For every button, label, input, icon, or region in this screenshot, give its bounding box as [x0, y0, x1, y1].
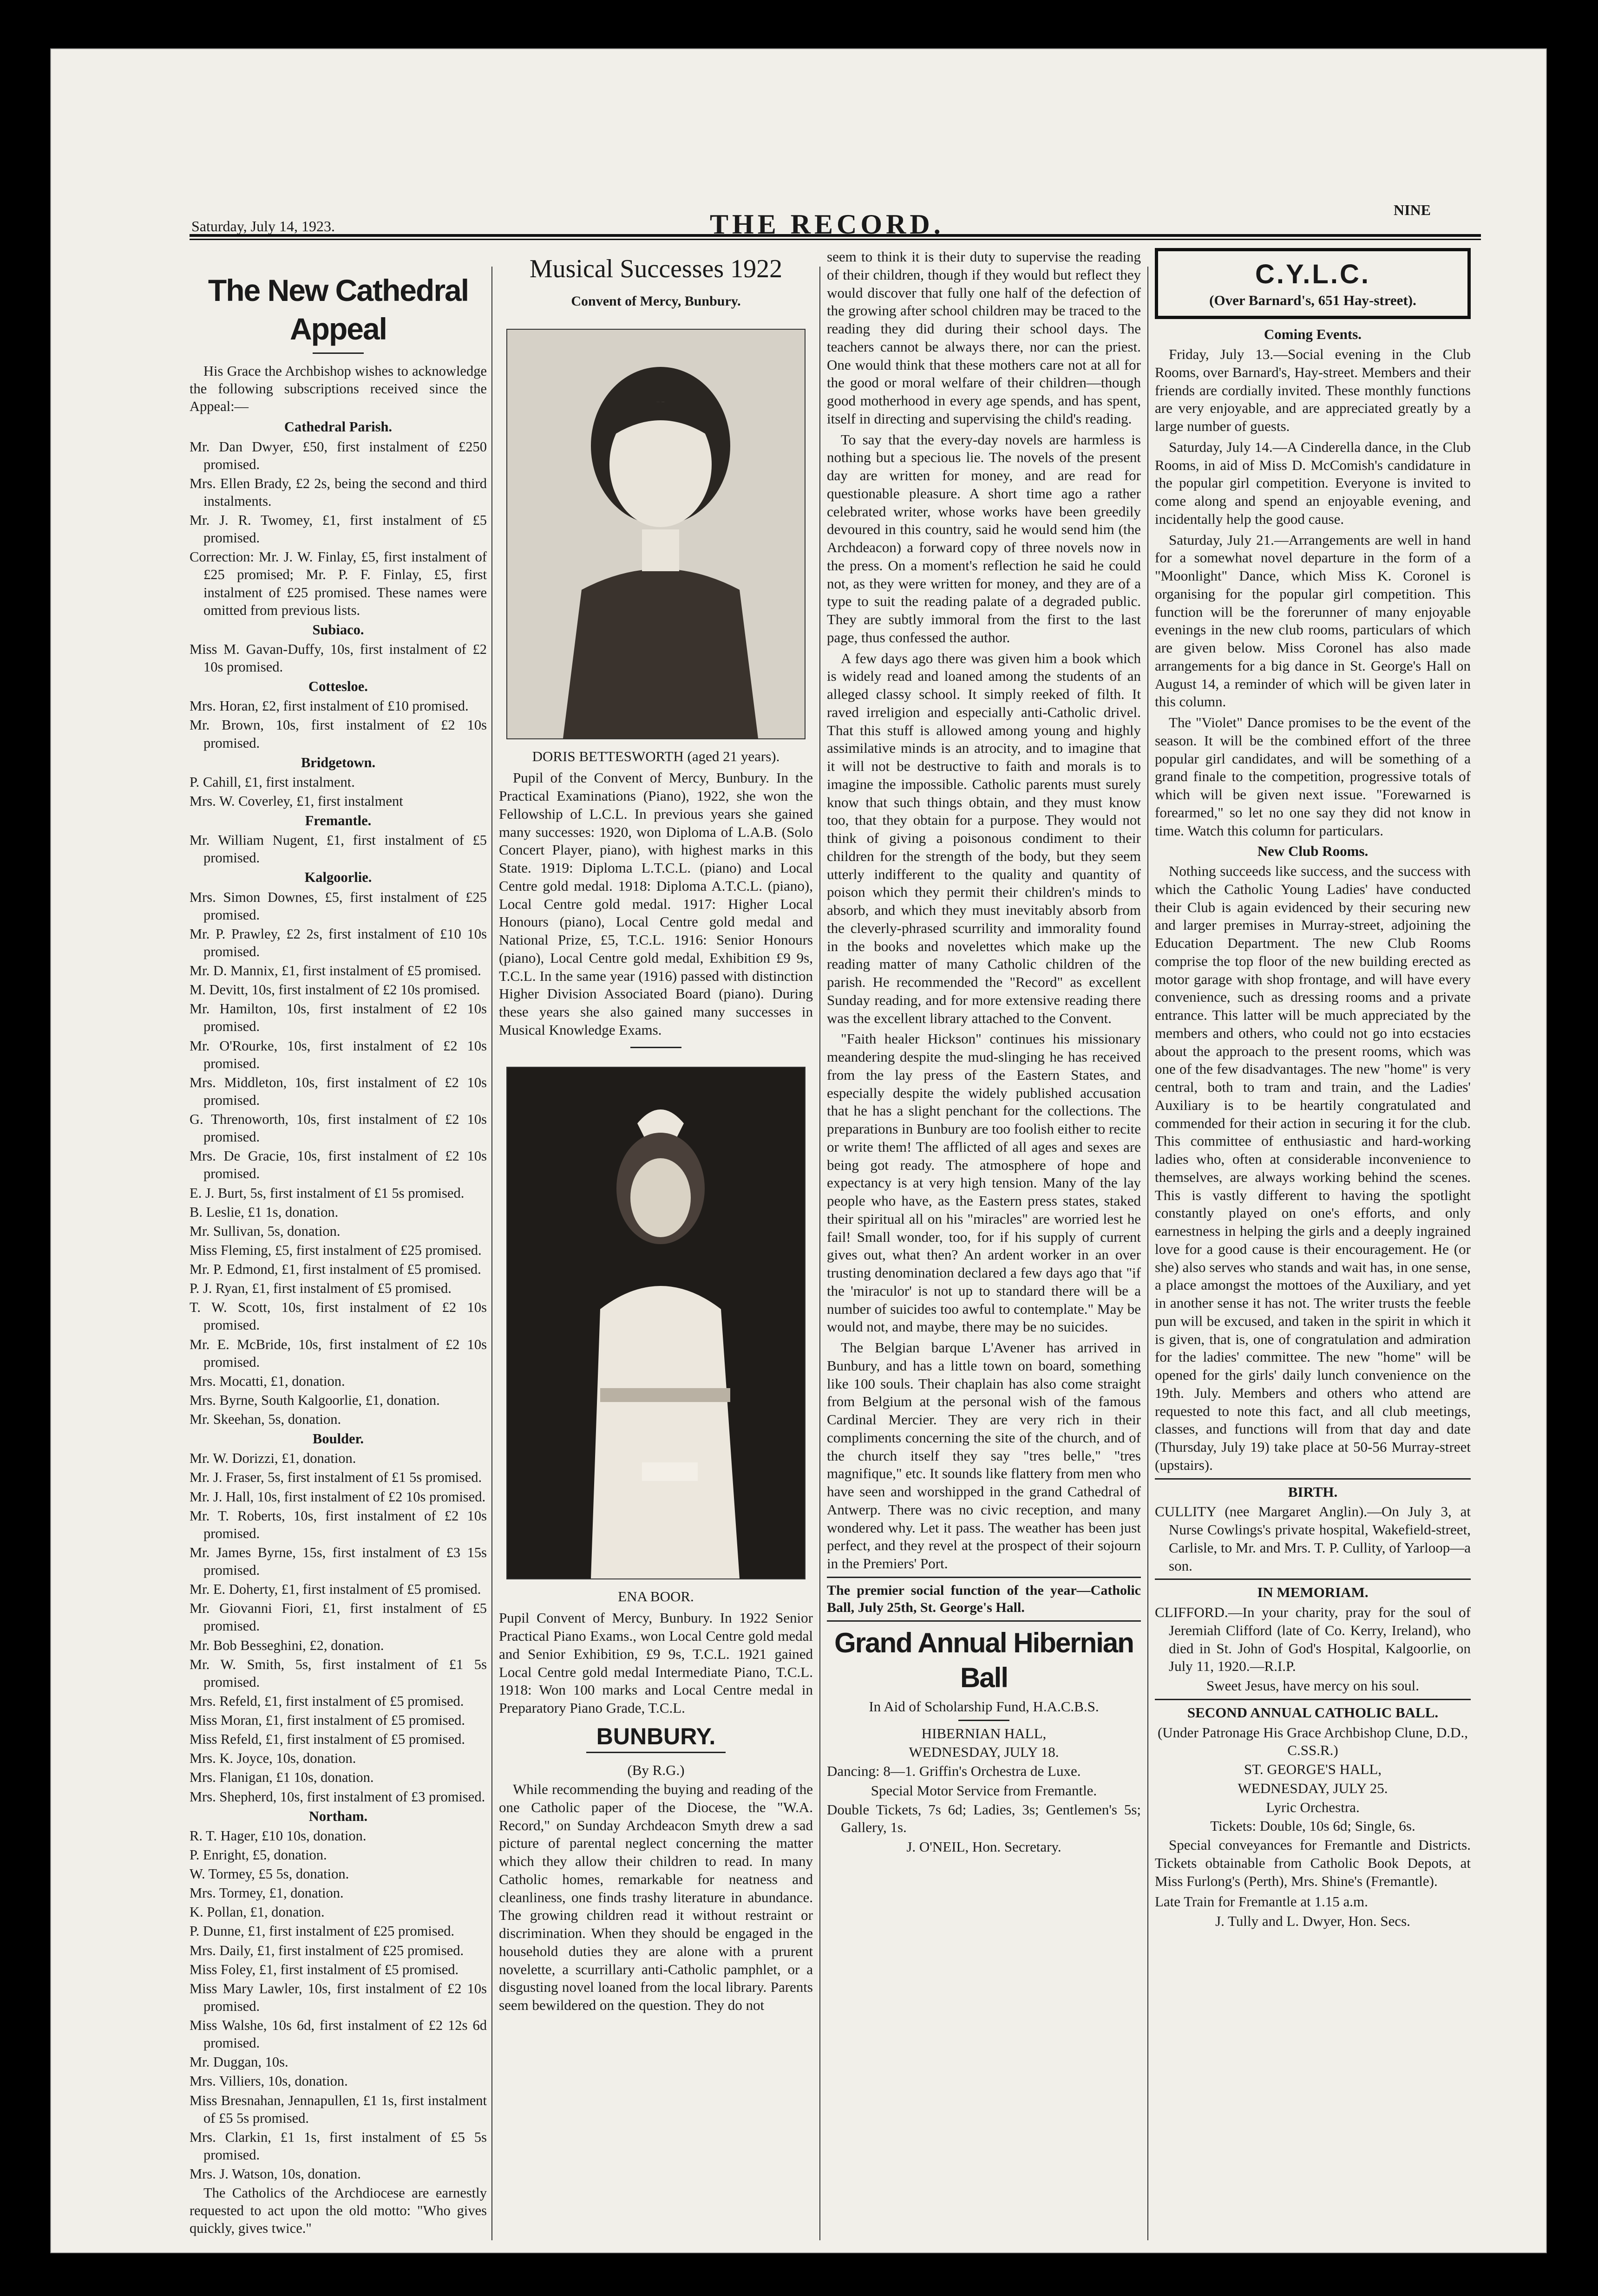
bunbury-text: While recommending the buying and reading of the one Catholic paper of the Diocese, the "W.A. Record," on Sunday Archdeacon Smyth drew a sad picture of parental neglect concerning the matter which they allow their children to read. In many Catholic homes, remarkable for neatness and cleanliness, one finds trashy literature in abundance. The growing children read it without restraint or discrimination. When they should be engaged in the household duties they are alone with a prurent novelette, a scurrillary anti-Catholic pamphlet, or a disgusting novel loaned from the local library. Parents seem bewildered on the question. They do not: [499, 1781, 813, 2013]
parish-heading: Bridgetown.: [301, 754, 376, 770]
parish-heading: Boulder.: [313, 1431, 364, 1447]
photo-ena-boor: [506, 1067, 806, 1579]
subscription-entry: Mr. T. Roberts, 10s, first instalment of £2 10s promised.: [190, 1507, 487, 1541]
subscription-entry: Mrs. Simon Downes, £5, first instalment of £25 promised.: [190, 889, 487, 923]
subscription-entry: Mr. W. Dorizzi, £1, donation.: [190, 1450, 356, 1467]
doris-text: Pupil of the Convent of Mercy, Bunbury. In the Practical Examinations (Piano), 1922, she won the Fellowship of L.C.L. In previous years she gained many successes: 1920, won Diploma of L.A.B. (Solo Concert Player, piano), with highest marks in this State. 1919: Diploma L.T.C.L. (piano) and Local Centre gold medal. 1918: Diploma A.T.C.L. (piano), Local Centre gold medal. 1917: Higher Local Honours (piano), Local Centre gold medal and National Prize, £5, T.C.L. 1916: Senior Honours (piano), Local Centre gold medal, Exhibition £9 9s, T.C.L. In the same year (1916) passed with distinction Higher Division Associated Board (piano). During these years she also gained many successes in Musical Knowledge Exams.: [499, 770, 813, 1038]
photo-doris-bettesworth: [506, 329, 806, 739]
newspaper-page: [50, 48, 1547, 2253]
hibernian-ball-tickets: Double Tickets, 7s 6d; Ladies, 3s; Gentlemen's 5s; Gallery, 1s.: [827, 1801, 1141, 1836]
cylc-column: [1155, 248, 1471, 2240]
parish-heading: Kalgoorlie.: [304, 869, 372, 886]
ena-text: Pupil Convent of Mercy, Bunbury. In 1922 Senior Practical Piano Exams., won Local Centre gold medal and Senior Exhibition, £9 9s, T.C.L. 1921 gained Local Centre gold medal Intermediate Piano, T.C.L. 1918: Won 100 marks and Local Centre medal in Preparatory Piano Grade, T.C.L.: [499, 1610, 813, 1716]
catholic-ball-notice: The premier social function of the year—Catholic Ball, July 25th, St. George's Hall.: [827, 1582, 1141, 1616]
hibernian-ball-venue: HIBERNIAN HALL,: [921, 1725, 1047, 1742]
subscription-entry: Mr. Sullivan, 5s, donation.: [190, 1223, 341, 1239]
hibernian-ball-secretary: J. O'NEIL, Hon. Secretary.: [906, 1839, 1061, 1855]
subscription-entry: Mrs. W. Coverley, £1, first instalment: [190, 793, 403, 809]
divider: [1155, 1578, 1471, 1580]
memoriam-notice: CLIFFORD.—In your charity, pray for the soul of Jeremiah Clifford (late of Co. Kerry, Ireland), who died in St. John of God's Hospital, Kalgoorlie, on July 11, 1920.—R.I.P.: [1155, 1604, 1471, 1675]
convent-subtitle: Convent of Mercy, Bunbury.: [571, 294, 741, 309]
subscription-entry: Mr. Bob Besseghini, £2, donation.: [190, 1637, 384, 1653]
column-rule: [819, 267, 820, 2240]
parish-heading: Cathedral Parish.: [284, 419, 393, 435]
hibernian-ball-title: Grand Annual Hibernian Ball: [834, 1627, 1133, 1693]
subscription-entry: Mr. Duggan, 10s.: [190, 2054, 288, 2070]
coming-events-text: [1155, 346, 1471, 840]
divider: [1155, 1478, 1471, 1480]
catholic-ball-conveyances: Special conveyances for Fremantle and Districts. Tickets obtainable from Catholic Book Depots, at Miss Furlong's (Perth), Mrs. Shine's (Fremantle).: [1155, 1837, 1471, 1889]
subscription-entry: G. Threnoworth, 10s, first instalment of £2 10s promised.: [190, 1111, 487, 1145]
cylc-address: (Over Barnard's, 651 Hay-street).: [1209, 292, 1416, 308]
subscription-entry: E. J. Burt, 5s, first instalment of £1 5s promised.: [190, 1185, 465, 1201]
event-paragraph: Saturday, July 14.—A Cinderella dance, in the Club Rooms, in aid of Miss D. McComish's candidature in the popular girl competition. Everyone is invited to come along and spend an enjoyable evening, and incidentally help the good cause.: [1155, 438, 1471, 527]
column-rule: [491, 267, 492, 2240]
coming-events-heading: Coming Events.: [1264, 326, 1362, 343]
parish-heading: Subiaco.: [312, 621, 364, 638]
catholic-ball-secretaries: J. Tully and L. Dwyer, Hon. Secs.: [1215, 1913, 1410, 1929]
subscription-entry: R. T. Hager, £10 10s, donation.: [190, 1827, 367, 1844]
musical-successes-title: Musical Successes 1922: [529, 254, 783, 283]
subscription-entry: Mrs. De Gracie, 10s, first instalment of £2 10s promised.: [190, 1148, 487, 1182]
subscription-entry: Mr. W. Smith, 5s, first instalment of £1 5s promised.: [190, 1656, 487, 1690]
bunbury-byline: (By R.G.): [627, 1762, 685, 1779]
cylc-header-box: [1155, 248, 1471, 319]
subscription-entry: Mr. J. R. Twomey, £1, first instalment of £5 promised.: [190, 512, 487, 546]
subscription-entry: T. W. Scott, 10s, first instalment of £2 10s promised.: [190, 1299, 487, 1333]
subscription-entry: Mrs. Mocatti, £1, donation.: [190, 1373, 345, 1389]
subscription-entry: Mrs. Horan, £2, first instalment of £10 promised.: [190, 698, 469, 714]
subscription-entry: Mr. J. Hall, 10s, first instalment of £2 10s promised.: [190, 1488, 486, 1505]
portrait-image: [507, 1068, 805, 1578]
memoriam-heading: IN MEMORIAM.: [1257, 1584, 1369, 1601]
subscription-entry: P. J. Ryan, £1, first instalment of £5 promised.: [190, 1280, 452, 1297]
catholic-ball-patron: (Under Patronage His Grace Archbishop Clune, D.D., C.SS.R.): [1157, 1724, 1468, 1759]
cathedral-appeal-title: The New Cathedral Appeal: [208, 273, 469, 346]
divider: [827, 1620, 1141, 1622]
subscription-list: [190, 418, 487, 2183]
masthead: THE RECORD.: [710, 209, 944, 240]
subscription-entry: Miss Refeld, £1, first instalment of £5 promised.: [190, 1731, 465, 1748]
subscription-entry: Mrs. Refeld, £1, first instalment of £5 promised.: [190, 1693, 464, 1709]
subscription-entry: Miss Mary Lawler, 10s, first instalment of £2 10s promised.: [190, 1980, 487, 2014]
doris-caption: DORIS BETTESWORTH (aged 21 years).: [532, 748, 780, 764]
page-number: NINE: [1394, 202, 1431, 218]
subscription-entry: Mr. P. Edmond, £1, first instalment of £5 promised.: [190, 1261, 481, 1277]
subscription-entry: Mr. Hamilton, 10s, first instalment of £2 10s promised.: [190, 1001, 487, 1035]
subscription-entry: W. Tormey, £5 5s, donation.: [190, 1866, 349, 1882]
event-paragraph: The "Violet" Dance promises to be the event of the season. It will be the combined effort of the three popular girl candidates, and will be something of a grand finale to the competition, progressive totals of which will be given next issue. "Forewarned is forearmed," so let no one say they did not know in time. Watch this column for particulars.: [1155, 714, 1471, 839]
subscription-entry: Mr. William Nugent, £1, first instalment of £5 promised.: [190, 832, 487, 866]
subscription-entry: Mrs. Shepherd, 10s, first instalment of £3 promised.: [190, 1788, 485, 1805]
subscription-entry: Miss Fleming, £5, first instalment of £25 promised.: [190, 1242, 482, 1258]
subscription-entry: P. Dunne, £1, first instalment of £25 promised.: [190, 1923, 455, 1939]
title-rule: [313, 352, 364, 354]
article-paragraph: seem to think it is their duty to supervise the reading of their children, though if they would but reflect they would discover that fully one half of the defection of the growing after school children may be traced to the reading they did during their school days. The teachers cannot be always there, nor can the priest. One would think that these mothers care not at all for the good or moral welfare of their children—though good motherhood in every age spends, and has spent, itself in directing and supervising the child's reading.: [827, 248, 1141, 427]
column-rule: [1147, 267, 1148, 2240]
appeal-intro: His Grace the Archbishop wishes to acknowledge the following subscriptions received since the Appeal:—: [190, 363, 487, 415]
catholic-ball-venue: ST. GEORGE'S HALL,: [1244, 1761, 1382, 1777]
subscription-entry: Mr. Skeehan, 5s, donation.: [190, 1411, 341, 1427]
header-rule: [190, 234, 1481, 240]
birth-heading: BIRTH.: [1288, 1483, 1338, 1500]
subscription-entry: Mr. J. Fraser, 5s, first instalment of £1 5s promised.: [190, 1469, 482, 1486]
subscription-entry: Mrs. K. Joyce, 10s, donation.: [190, 1750, 356, 1767]
subscription-entry: Mr. Giovanni Fiori, £1, first instalment of £5 promised.: [190, 1600, 487, 1634]
bunbury-continued-text: [827, 248, 1141, 1573]
subscription-entry: M. Devitt, 10s, first instalment of £2 10s promised.: [190, 982, 480, 998]
subscription-entry: Mr. Brown, 10s, first instalment of £2 10s promised.: [190, 717, 487, 751]
memoriam-verse: Sweet Jesus, have mercy on his soul.: [1206, 1677, 1420, 1694]
hibernian-ball-date: WEDNESDAY, JULY 18.: [909, 1744, 1059, 1761]
article-paragraph: "Faith healer Hickson" continues his missionary meandering despite the mud-slinging he has received from the lay press of the Eastern States, and especially despite the widely published accusation that he has a slight penchant for the collections. The preparations in Bunbury are too foolish either to recite or write them! The afflicted of all ages and sexes are being got ready. The atmosphere of hope and expectancy is at very high tension. Many of the lay people who have, as the Eastern press states, staked their spiritual all on his "miracles" are worried lest he fail! Small wonder, too, for if his supply of current gives out, what then? An ardent worker in an over trusting denomination declared a few days ago that "if the 'miraculor' is not up to standard there will be a number of suicides too awful to contemplate." May be would not, and maybe, there may be no suicides.: [827, 1031, 1141, 1335]
subscription-entry: Mrs. Daily, £1, first instalment of £25 promised.: [190, 1942, 464, 1958]
subscription-entry: Mrs. Ellen Brady, £2 2s, being the second and third instalments.: [190, 475, 487, 509]
subscription-entry: Mrs. Clarkin, £1 1s, first instalment of £5 5s promised.: [190, 2129, 487, 2163]
cylc-title: C.Y.L.C.: [1255, 259, 1370, 289]
subscription-entry: K. Pollan, £1, donation.: [190, 1904, 325, 1920]
catholic-ball-train: Late Train for Fremantle at 1.15 a.m.: [1155, 1893, 1368, 1910]
new-club-rooms-text: Nothing succeeds like success, and the success with which the Catholic Young Ladies' have conducted their Club is again evidenced by their securing new and larger premises in Murray-street, adjoining the Education Department. The new Club Rooms comprise the top floor of the new building erected as motor garage with shop frontage, and will have every convenience, such as dressing rooms and a private entrance. This latter will be much appreciated by the members and others, who could not go into ecstacies about the approach to the present rooms, which was one of the few disadvantages. The new "home" is very central, both to tram and train, and the Ladies' Auxiliary is to be heartily congratulated and commended for their action in securing it for the club. This committee of enthusiastic and hard-working ladies who, often at considerable inconvenience to themselves, are always working behind the scenes. This is vastly different to having the spotlight constantly played on one's efforts, and only earnestness in helping the girls and a deeply ingrained love for a good cause is their encouragement. He (or she) also serves who stands and wait has, in one sense, a place amongst the mottoes of the Auxiliary, and yet in another sense it has not. The writer trusts the feeble pun will be excused, and taken in the spirit in which it is given, that is, one of congratulation and admiration for the ladies' committee. The new "home" will be opened for the girls' daily lunch convenience on the 19th. July. Members and others who attend are requested to note this fact, and all club meetings, classes, and functions will from that day and date (Thursday, July 19) take place at 50-56 Murray-street (upstairs).: [1155, 863, 1471, 1473]
subscription-entry: Miss Bresnahan, Jennapullen, £1 1s, first instalment of £5 5s promised.: [190, 2092, 487, 2126]
parish-heading: Cottesloe.: [308, 678, 368, 695]
subscription-entry: Mrs. Flanigan, £1 10s, donation.: [190, 1769, 374, 1786]
catholic-ball-orchestra: Lyric Orchestra.: [1266, 1799, 1360, 1815]
divider: [630, 1047, 681, 1048]
portrait-image: [507, 330, 805, 738]
catholic-ball-tickets: Tickets: Double, 10s 6d; Single, 6s.: [1210, 1818, 1415, 1834]
bunbury-continued-column: [827, 248, 1141, 2240]
parish-heading: Fremantle.: [305, 813, 372, 828]
subscription-entry: Mr. D. Mannix, £1, first instalment of £5 promised.: [190, 963, 481, 978]
subscription-entry: Mrs. Byrne, South Kalgoorlie, £1, donation.: [190, 1392, 440, 1408]
subscription-entry: B. Leslie, £1 1s, donation.: [190, 1204, 339, 1220]
event-paragraph: Friday, July 13.—Social evening in the Club Rooms, over Barnard's, Hay-street. Members and their friends are cordially invited. These monthly functions are very enjoyable, and are appreciated greatly by a large number of guests.: [1155, 346, 1471, 434]
divider: [1155, 1699, 1471, 1700]
subscription-entry: Miss M. Gavan-Duffy, 10s, first instalment of £2 10s promised.: [190, 641, 487, 675]
bunbury-title: BUNBURY.: [596, 1723, 716, 1749]
event-paragraph: Saturday, July 21.—Arrangements are well in hand for a somewhat novel departure in the form of a "Moonlight" Dance, which Miss K. Coronel is organising for the popular girl competition. This function will be the forerunner of many enjoyable evenings in the new club rooms, particulars of which are given below. Miss Coronel has also made arrangements for a big dance in St. George's Hall on August 14, a reminder of which will be given later in this column.: [1155, 531, 1471, 710]
divider: [958, 1720, 1009, 1721]
subscription-entry: P. Cahill, £1, first instalment.: [190, 774, 355, 790]
subscription-entry: Mrs. J. Watson, 10s, donation.: [190, 2166, 361, 2182]
divider: [827, 1577, 1141, 1578]
subscription-entry: Mrs. Tormey, £1, donation.: [190, 1885, 344, 1901]
subscription-entry: Mr. E. Doherty, £1, first instalment of £5 promised.: [190, 1581, 481, 1598]
catholic-ball-date: WEDNESDAY, JULY 25.: [1238, 1780, 1388, 1796]
article-paragraph: The Belgian barque L'Avener has arrived in Bunbury, and has a little town on board, something like 100 souls. Their chaplain has also come straight from Belgium at the personal wish of the famous Cardinal Mercier. They are very rich in their compliments concerning the site of the church, and of the church itself they say "tres belle," "tres magnifique," etc. It sounds like flattery from men who have seen and worshipped in the grand Cathedral of Antwerp. There was no civic reception, and many wondered why. Let it pass. The weather has been just perfect, and they revel at the prospect of their sojourn in the Premiers' Port.: [827, 1339, 1141, 1572]
subscription-entry: Mrs. Villiers, 10s, donation.: [190, 2073, 348, 2089]
subscription-entry: Mrs. Middleton, 10s, first instalment of £2 10s promised.: [190, 1074, 487, 1108]
parish-heading: Northam.: [308, 1808, 368, 1824]
subscription-entry: P. Enright, £5, donation.: [190, 1846, 327, 1863]
title-rule: [586, 1752, 726, 1753]
subscription-entry: Mr. O'Rourke, 10s, first instalment of £2 10s promised.: [190, 1037, 487, 1071]
issue-date: Saturday, July 14, 1923.: [191, 218, 335, 235]
article-paragraph: A few days ago there was given him a book which is widely read and loaned among the students of an alleged classy school. It simply reeked of filth. It raved irreligion and especially anti-Catholic drivel. That this stuff is allowed among young and highly assimilative minds is an atrocity, and to imagine that it will not be destructive to faith and morals is to imagine the impossible. Catholic parents must surely know that such things obtain, and they must know too, that they obtain for a purpose. They would not think of giving a poisonous condiment to their children for the strength of the body, but they seem utterly indifferent to the quality and quantity of poison which they permit their children's minds to absorb, and which they must inevitably absorb from the cleverly-phrased scurrility and immorality found in the books and novelettes which make up the reading matter of many Catholic children of the parish. He recommended the "Record" as excellent Sunday reading, and for more extensive reading there was the excellent library attached to the Convent.: [827, 650, 1141, 1026]
subscription-entry: Mr. James Byrne, 15s, first instalment of £3 15s promised.: [190, 1544, 487, 1578]
hibernian-ball-subtitle: In Aid of Scholarship Fund, H.A.C.B.S.: [869, 1698, 1099, 1715]
subscription-entry: Mr. P. Prawley, £2 2s, first instalment of £10 10s promised.: [190, 926, 487, 959]
article-paragraph: To say that the every-day novels are harmless is nothing but a specious lie. The novels of the present day are written for money, and are read for questionable pleasure. A short time ago a rather celebrated writer, whose works have been greedily devoured in this country, said he would send him (the Archdeacon) a forward copy of three novels now in the press. On a moment's reflection he said he could not, as they were written for money, and they are of a type to suit the reading palate of a degraded public. They are subtly immoral from the first to the last page, thus confessed the author.: [827, 431, 1141, 646]
appeal-closing: The Catholics of the Archdiocese are earnestly requested to act upon the old motto: "Who gives quickly, gives twice.": [190, 2185, 487, 2237]
hibernian-ball-motor: Special Motor Service from Fremantle.: [871, 1782, 1097, 1799]
new-club-rooms-heading: New Club Rooms.: [1257, 843, 1369, 860]
subscription-entry: Miss Moran, £1, first instalment of £5 promised.: [190, 1712, 465, 1728]
birth-notice: CULLITY (nee Margaret Anglin).—On July 3, at Nurse Cowlings's private hospital, Wakefield-street, Carlisle, to Mr. and Mrs. T. P. Cullity, of Yarloop—a son.: [1155, 1503, 1471, 1574]
musical-successes-column: [499, 248, 813, 2240]
cathedral-appeal-column: [190, 248, 487, 2240]
subscription-entry: Miss Walshe, 10s 6d, first instalment of £2 12s 6d promised.: [190, 2017, 487, 2051]
ena-caption: ENA BOOR.: [618, 1588, 694, 1605]
subscription-entry: Miss Foley, £1, first instalment of £5 promised.: [190, 1961, 459, 1977]
subscription-entry: Mr. E. McBride, 10s, first instalment of £2 10s promised.: [190, 1336, 487, 1370]
catholic-ball-heading: SECOND ANNUAL CATHOLIC BALL.: [1187, 1704, 1439, 1721]
subscription-entry: Mr. Dan Dwyer, £50, first instalment of £250 promised.: [190, 438, 487, 472]
hibernian-ball-dancing: Dancing: 8—1. Griffin's Orchestra de Luxe.: [827, 1763, 1081, 1779]
subscription-entry: Correction: Mr. J. W. Finlay, £5, first instalment of £25 promised; Mr. P. F. Finlay, £5, first instalment of £25 promised. These names were omitted from previous lists.: [190, 549, 487, 618]
